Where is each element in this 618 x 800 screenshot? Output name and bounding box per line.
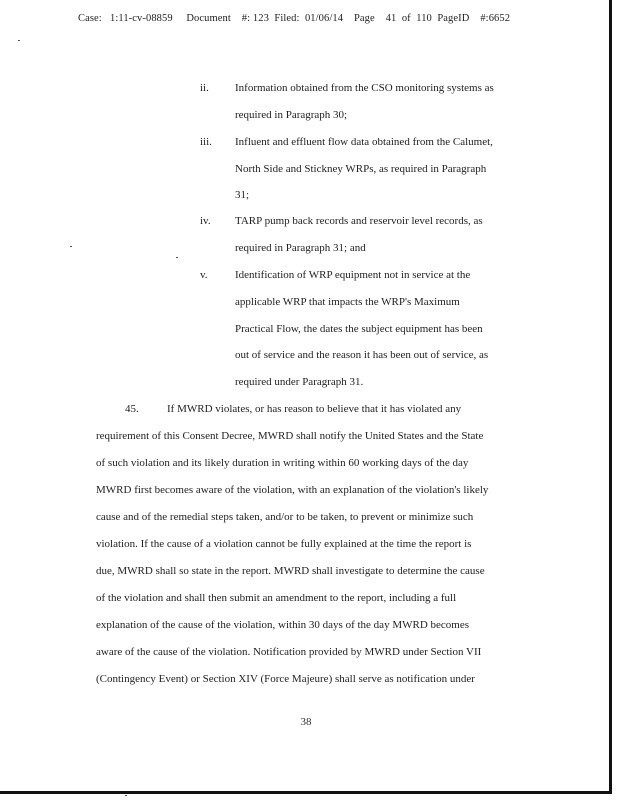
list-item-line: applicable WRP that impacts the WRP's Maximum [235, 296, 460, 308]
scan-speck [125, 795, 127, 796]
list-numeral: iii. [200, 136, 212, 148]
list-item-line: required in Paragraph 30; [235, 109, 348, 121]
paragraph-line: of such violation and its likely duration in writing within 60 working days of the day [96, 457, 469, 469]
list-item-line: Influent and effluent flow data obtained from the Calumet, [235, 136, 493, 148]
list-item-line: out of service and the reason it has been out of service, as [235, 349, 489, 361]
list-numeral: ii. [200, 82, 209, 94]
case-header: Case: 1:11-cv-08859 Document #: 123 Filed: 01/06/14 Page 41 of 110 PageID #:6652 [78, 13, 511, 24]
paragraph-line: aware of the cause of the violation. Notification provided by MWRD under Section VII [96, 646, 482, 658]
list-item-line: Information obtained from the CSO monitoring systems as [235, 82, 494, 94]
list-item-line: Identification of WRP equipment not in service at the [235, 269, 471, 281]
paragraph-number: 45. [125, 403, 139, 415]
list-numeral: v. [200, 269, 208, 281]
scan-speck [176, 257, 178, 258]
list-item-line: required in Paragraph 31; and [235, 242, 366, 254]
paragraph-line: due, MWRD shall so state in the report. MWRD shall investigate to determine the cause [96, 565, 485, 577]
list-item-line: required under Paragraph 31. [235, 376, 364, 388]
paragraph-line: MWRD first becomes aware of the violation, with an explanation of the violation's likely [96, 484, 489, 496]
list-numeral: iv. [200, 215, 211, 227]
paragraph-line: If MWRD violates, or has reason to believe that it has violated any [167, 403, 462, 415]
list-item-line: Practical Flow, the dates the subject equipment has been [235, 323, 483, 335]
list-item-line: North Side and Stickney WRPs, as required in Paragraph [235, 163, 487, 175]
paragraph-line: cause and of the remedial steps taken, and/or to be taken, to prevent or minimize such [96, 511, 474, 523]
paragraph-line: requirement of this Consent Decree, MWRD shall notify the United States and the State [96, 430, 484, 442]
list-item-line: 31; [235, 189, 250, 201]
scan-speck [70, 246, 72, 247]
paragraph-line: explanation of the cause of the violation, within 30 days of the day MWRD becomes [96, 619, 469, 631]
list-item-line: TARP pump back records and reservoir level records, as [235, 215, 483, 227]
scan-speck [18, 40, 20, 41]
paragraph-line: of the violation and shall then submit an amendment to the report, including a full [96, 592, 457, 604]
paragraph-line: (Contingency Event) or Section XIV (Force Majeure) shall serve as notification under [96, 673, 475, 685]
paragraph-line: violation. If the cause of a violation cannot be fully explained at the time the report is [96, 538, 472, 550]
page-number: 38 [300, 716, 312, 728]
